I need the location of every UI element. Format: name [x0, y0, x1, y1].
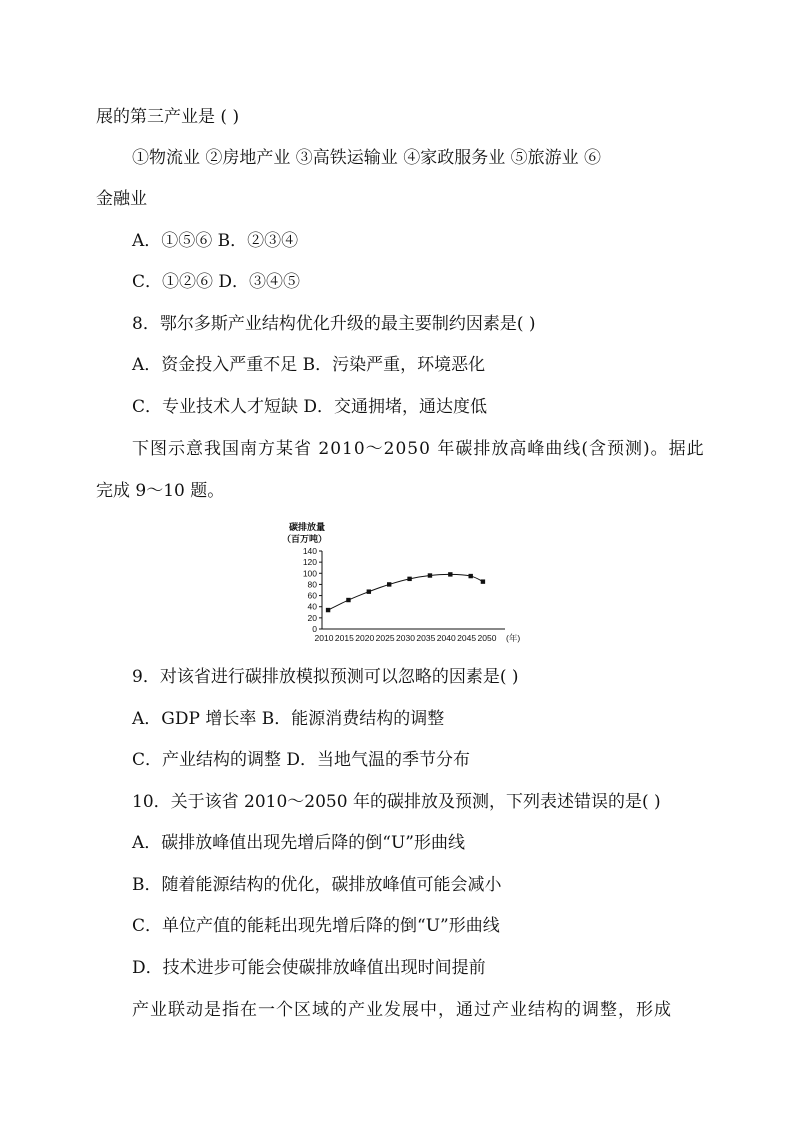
question-10: 10．关于该省 2010～2050 年的碳排放及预测，下列表述错误的是( ): [132, 792, 661, 812]
y-tick-label: 140: [302, 546, 317, 556]
answer-choices: A．①⑤⑥ B．②③④: [132, 231, 299, 251]
x-tick-label: 2020: [355, 633, 375, 643]
data-point: [428, 573, 432, 577]
emission-curve: [328, 574, 483, 610]
y-axis-unit: （百万吨）: [282, 534, 328, 544]
data-point: [448, 572, 452, 576]
data-point: [346, 598, 350, 602]
y-tick-label: 20: [307, 612, 317, 623]
answer-choice-d: D．技术进步可能会使碳排放峰值出现时间提前: [132, 958, 486, 978]
material-intro: 产业联动是指在一个区域的产业发展中，通过产业结构的调整，形成: [132, 1000, 672, 1020]
y-tick-label: 0: [312, 624, 317, 634]
answer-choices: C．①②⑥ D．③④⑤: [132, 272, 301, 292]
question-9: 9．对该省进行碳排放模拟预测可以忽略的因素是( ): [132, 667, 519, 687]
carbon-emission-chart: [280, 519, 550, 649]
y-tick-label: 120: [302, 557, 317, 568]
question-8: 8．鄂尔多斯产业结构优化升级的最主要制约因素是( ): [132, 314, 536, 334]
data-point: [326, 608, 330, 612]
y-ticks: [303, 546, 322, 634]
y-tick-label: 80: [307, 579, 317, 590]
answer-choices: C．产业结构的调整 D．当地气温的季节分布: [132, 750, 471, 770]
y-tick-label: 60: [307, 590, 317, 601]
x-tick-label: 2025: [375, 633, 395, 643]
data-point: [469, 574, 473, 578]
data-point: [481, 579, 485, 583]
answer-choices: C．专业技术人才短缺 D．交通拥堵，通达度低: [132, 397, 488, 417]
data-point: [407, 577, 411, 581]
answer-choices: A．资金投入严重不足 B．污染严重，环境恶化: [132, 355, 486, 375]
material-intro: 完成 9～10 题。: [96, 481, 225, 501]
data-point: [387, 582, 391, 586]
material-intro: 下图示意我国南方某省 2010～2050 年碳排放高峰曲线(含预测)。据此: [132, 439, 705, 459]
x-tick-label: 2040: [436, 633, 456, 643]
x-ticks: [315, 633, 497, 643]
x-tick-label: 2050: [477, 633, 497, 643]
x-tick-label: 2035: [416, 633, 436, 643]
x-tick-label: 2010: [314, 633, 334, 643]
y-tick-label: 40: [307, 601, 317, 612]
x-tick-label: 2045: [457, 633, 477, 643]
x-tick-label: 2030: [396, 633, 415, 643]
answer-choices: A．GDP 增长率 B．能源消费结构的调整: [132, 709, 445, 729]
y-tick-label: 100: [302, 568, 317, 579]
text-line: 展的第三产业是 ( ): [96, 107, 240, 127]
answer-choice-a: A．碳排放峰值出现先增后降的倒“U”形曲线: [132, 833, 465, 853]
x-tick-label: 2015: [334, 633, 354, 643]
answer-choice-b: B．随着能源结构的优化，碳排放峰值可能会减小: [132, 875, 502, 895]
y-axis-title: 碳排放量: [289, 522, 326, 532]
x-axis-unit: (年): [506, 633, 521, 643]
answer-choice-c: C．单位产值的能耗出现先增后降的倒“U”形曲线: [132, 916, 500, 936]
text-line: 金融业: [96, 189, 147, 209]
options-line: ①物流业 ②房地产业 ③高铁运输业 ④家政服务业 ⑤旅游业 ⑥: [132, 148, 602, 168]
data-point: [367, 589, 371, 593]
data-markers: [326, 572, 485, 612]
